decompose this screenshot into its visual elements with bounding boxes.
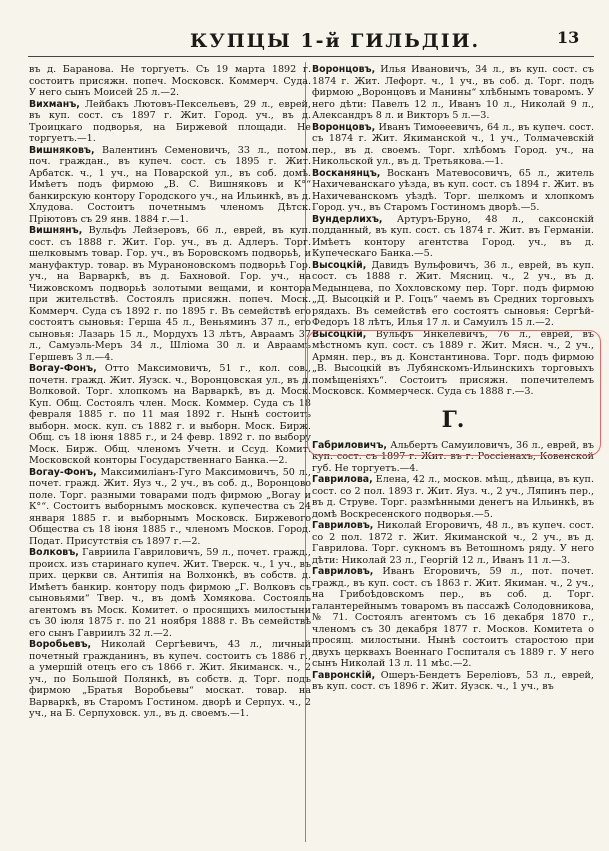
entry-surname: Высоцкiй,: [312, 259, 367, 271]
directory-entry: [29, 145, 311, 226]
directory-entry: [312, 214, 594, 260]
entry-text: въ д. Баранова. Не торгуетъ. Съ 19 марта 1892 г. состоитъ присяжн. попеч. Московск. Коммерч. Суда. У него сынъ Моисей 25 л.—2.: [29, 64, 311, 98]
directory-entry: [312, 474, 594, 520]
entry-surname: Гавриловъ,: [312, 566, 374, 577]
entry-text: Лейбакъ Лютовъ-Пексельевъ, 29 л., еврей, въ куп. сост. съ 1897 г. Жит. Город. уч., въ д. Троицкаго подворья, на Биржевой площади. Не торгуетъ.—1.: [29, 98, 311, 144]
directory-entry: [29, 64, 311, 99]
directory-entry: [312, 520, 594, 566]
entry-surname: Воронцовъ,: [312, 64, 376, 75]
entry-text: Ошеръ-Бендетъ Берелiовъ, 53 л., еврей, въ куп. сост. съ 1896 г. Жит. Яузск. ч., 1 уч., въ: [312, 669, 594, 692]
directory-entry: [29, 639, 311, 720]
entry-text: Восканъ Матевосовичъ, 65 л., житель Нахичеванскаго уѣзда, въ куп. сост. съ 1894 г. Жит. въ Нахичеванскомъ уѣздѣ. Торг. шелкомъ и хлопкомъ Город. уч., въ Старомъ Гостиномъ дворѣ.—5.: [312, 167, 594, 213]
entry-text: Николай Сергѣевичъ, 43 л., личный почетный гражданинъ, въ купеч. состоитъ съ 1886 г., а умершiй отецъ его съ 1866 г. Жит. Якиманск. ч., 2 уч., по Большой Полянкѣ, въ собств. д. Торг. подъ фирмою „Братья Воробьевы“ москат. товар. на Варваркѣ, въ Старомъ Гостином. дворѣ и Серпух. ч., 2 уч., на Б. Серпуховск. ул., въ д. своемъ.—1.: [29, 639, 311, 719]
entry-surname: Волковъ,: [29, 547, 79, 558]
highlight-annotation: [307, 330, 601, 456]
entry-text: Максимилiанъ-Гуго Максимовичъ, 50 л., почет. гражд. Жит. Яуз ч., 2 уч., въ соб. д., Воронцово поле. Торг. разными товарами подъ фирмою „Вогау и К°“. Состоитъ выборнымъ московск. купечества съ 24 января 1885 г. и выборнымъ Московск. Биржевого Общества съ 18 iюня 1885 г., членомъ Москов. Город. Подат. Присутствiя съ 1897 г.—2.: [29, 466, 311, 547]
header-rule: [28, 56, 594, 57]
entry-text: Артуръ-Бруно, 48 л., саксонскiй подданный, въ куп. сост. съ 1874 г. Жит. въ Германiи. Имѣетъ контору агентства Город. уч., въ д. Купеческаго Банка.—5.: [312, 213, 594, 259]
entry-text: Гавриила Гавриловичъ, 59 л., почет. гражд., происх. изъ старинаго купеч. Жит. Тверск. ч., 1 уч., въ прих. церкви св. Антипiя на Волхонкѣ, въ собств. д. Имѣетъ банкир. контору подъ фирмою „Г. Волковъ съ сыновьями“ Твер. ч., въ домѣ Хомякова. Состоялъ агентомъ въ Моск. Комитет. о просящихъ милостыни съ 30 iюля 1875 г. по 21 ноября 1888 г. Въ семействѣ его сынъ Гавриилъ 32 л.—2.: [29, 547, 311, 639]
section-letter: Г.: [441, 406, 465, 433]
directory-entry: [29, 99, 311, 145]
entry-text: Иванъ Егоровичъ, 59 л., пот. почет. гражд., въ куп. сост. съ 1863 г. Жит. Якиман. ч., 2 уч., на Грибоѣдовскомъ пер., въ соб. д. Торг. галантерейнымъ товаромъ въ пассажѣ Солодовникова, № 71. Состоялъ агентомъ съ 16 декабря 1870 г., членомъ съ 30 декабря 1877 г. Москов. Комитета о просящ. милостыни. Нынѣ состоитъ старостою при двухъ церквахъ Военнаго Госпиталя съ 1889 г. У него сынъ Николай 13 л. 11 мѣс.—2.: [312, 566, 594, 669]
directory-entry: [312, 670, 594, 693]
entry-surname: Восканянцъ,: [312, 167, 381, 179]
entry-text: Давидъ Вульфовичъ, 36 л., еврей, въ куп. сост. съ 1888 г. Жит. Мясниц. ч., 2 уч., въ д. Медынцева, по Хохловскому пер. Торг. подъ фирмою „Д. Высоцкiй и Р. Гоцъ“ чаемъ въ Средних торговыхъ рядахъ. Въ семействѣ его состоятъ сыновья: Сергѣй-Федоръ 18 лѣтъ, Илья 17 л. и Самуилъ 15 л.—2.: [312, 259, 594, 328]
entry-text: Елена, 42 л., москов. мѣщ., дѣвица, въ куп. сост. со 2 пол. 1893 г. Жит. Яуз. ч., 2 уч., Ляпинъ пер., въ д. Струве. Торг. размѣнными денегъ на Ильинкѣ, въ домѣ Воскресенского подворья.—5.: [312, 474, 594, 520]
entry-text: Иванъ Тимоѳеевичъ, 64 л., въ купеч. сост. съ 1874 г. Жит. Якиманской ч., 1 уч., Толмачевскiй пер., въ д. своемъ. Торг. хлѣбомъ Город. уч., на Никольской ул., въ д. Третьякова.—1.: [312, 121, 594, 167]
entry-surname: Гавронскiй,: [312, 669, 376, 681]
entry-surname: Вогау-Фонъ,: [29, 466, 97, 478]
page-title: КУПЦЫ 1-й ГИЛЬДIИ.: [190, 30, 481, 52]
directory-entry: [29, 363, 311, 467]
entry-surname: Вогау-Фонъ,: [29, 363, 97, 374]
entry-text: Альбертъ Самуиловичъ, 36 л., еврей, въ куп. сост. съ 1897 г. Жит. въ г. Россiенахъ, Ковенской губ. Не торгуетъ.—4.: [312, 439, 594, 474]
entry-surname: Гаврилова,: [312, 474, 373, 485]
entry-text: Вульфъ Янкелевичъ, 76 л., еврей, въ мѣстномъ куп. сост. съ 1889 г. Жит. Мясн. ч., 2 уч., Армян. пер., въ д. Константинова. Торг. подъ фирмою „В. Высоцкiй въ Лубянскомъ-Ильинскихъ торговыхъ помѣщенiяхъ“. Состоитъ присяжн. попечителемъ Московск. Коммерческ. Суда съ 1888 г.—3.: [312, 328, 594, 397]
directory-entry: [312, 122, 594, 168]
directory-entry: [312, 64, 594, 122]
page-header: [0, 0, 609, 52]
directory-entry: [312, 168, 594, 214]
directory-entry: [312, 566, 594, 670]
directory-entry: [29, 467, 311, 548]
entry-surname: Вихманъ,: [29, 98, 80, 110]
entry-surname: Вишнянъ,: [29, 225, 83, 236]
directory-entry: [312, 260, 594, 329]
page-number: 13: [557, 28, 580, 47]
left-column: [29, 64, 311, 720]
entry-text: Илья Ивановичъ, 34 л., въ куп. сост. съ 1874 г. Жит. Лефорт. ч., 1 уч., въ соб. д. Торг. подъ фирмою „Воронцовъ и Манины“ хлѣбнымъ товаромъ. У него дѣти: Павелъ 12 л., Иванъ 10 л., Николай 9 л., Александръ 8 л. и Викторъ 5 л.—3.: [312, 64, 594, 121]
entry-surname: Вундерлихъ,: [312, 213, 383, 225]
entry-text: Валентинъ Семеновичъ, 33 л., потом. поч. граждан., въ купеч. сост. съ 1895 г. Жит. Арбатск. ч., 1 уч., на Поварской ул., въ соб. домѣ. Имѣетъ подъ фирмою „В. С. Вишняковъ и К°“ банкирскую контору Городского уч., на Ильинкѣ, въ д. Хлудова. Состоитъ почетнымъ членомъ Дѣтск. Прiютовъ съ 29 янв. 1884 г.—1.: [29, 144, 311, 225]
entry-surname: Воробьевъ,: [29, 639, 92, 650]
entry-surname: Габриловичъ,: [312, 439, 387, 451]
entry-surname: Гавриловъ,: [312, 520, 374, 531]
entry-text: Отто Максимовичъ, 51 г., кол. сов., почетн. гражд. Жит. Яузск. ч., Воронцовская ул., въ д. Волковой. Торг. хлопкомъ на Варваркѣ, въ д. Моск. Куп. Общ. Состоялъ член. Моск. Коммер. Суда съ 18 февраля 1885 г. по 11 мая 1892 г. Нынѣ состоитъ выборн. моск. куп. съ 1882 г. и выборн. Моск. Бирж. Общ. съ 18 iюня 1885 г., и 24 февр. 1892 г. по выбору Моск. Бирж. Общ. членомъ Учетн. и Ссуд. Комит. Московской конторы Государственнаго Банка.—2.: [29, 363, 311, 466]
entry-surname: Высоцкiй,: [312, 328, 367, 340]
entry-surname: Вишняковъ,: [29, 144, 95, 156]
directory-entry: [29, 547, 311, 639]
entry-surname: Воронцовъ,: [312, 121, 376, 133]
directory-entry: [29, 225, 311, 363]
entry-text: Николай Егоровичъ, 48 л., въ купеч. сост. со 2 пол. 1872 г. Жит. Якиманской ч., 2 уч., въ д. Гаврилова. Торг. сукномъ въ Ветошномъ ряду. У него дѣти: Николай 23 л., Георгiй 12 л., Иванъ 11 л.—3.: [312, 520, 594, 566]
entry-text: Вульфъ Лейзеровъ, 66 л., еврей, въ куп. сост. съ 1888 г. Жит. Гор. уч., въ д. Адлеръ. Торг. шелковымъ товар. Гор. уч., въ Боровскомъ подворьѣ, и мануфактур. товар. въ Мураноновскомъ подворьѣ Гор. уч., на Варваркѣ, въ д. Бахновой. Гор. уч., на Чижовскомъ подворьѣ золотыми вещами, и контора при жительствѣ. Состоялъ присяжн. попеч. Моск. Коммерч. Суда съ 1892 г. по 1895 г. Въ семействѣ его состоятъ сыновья: Герша 45 л., Веньяминъ 37 л., его сыновья: Лазарь 15 л., Мордухъ 13 лѣтъ, Авраамъ 37 л., Самуэль-Меръ 34 л., Шлiома 30 л. и Авраамъ Гершевъ 3 л.—4.: [29, 225, 311, 363]
